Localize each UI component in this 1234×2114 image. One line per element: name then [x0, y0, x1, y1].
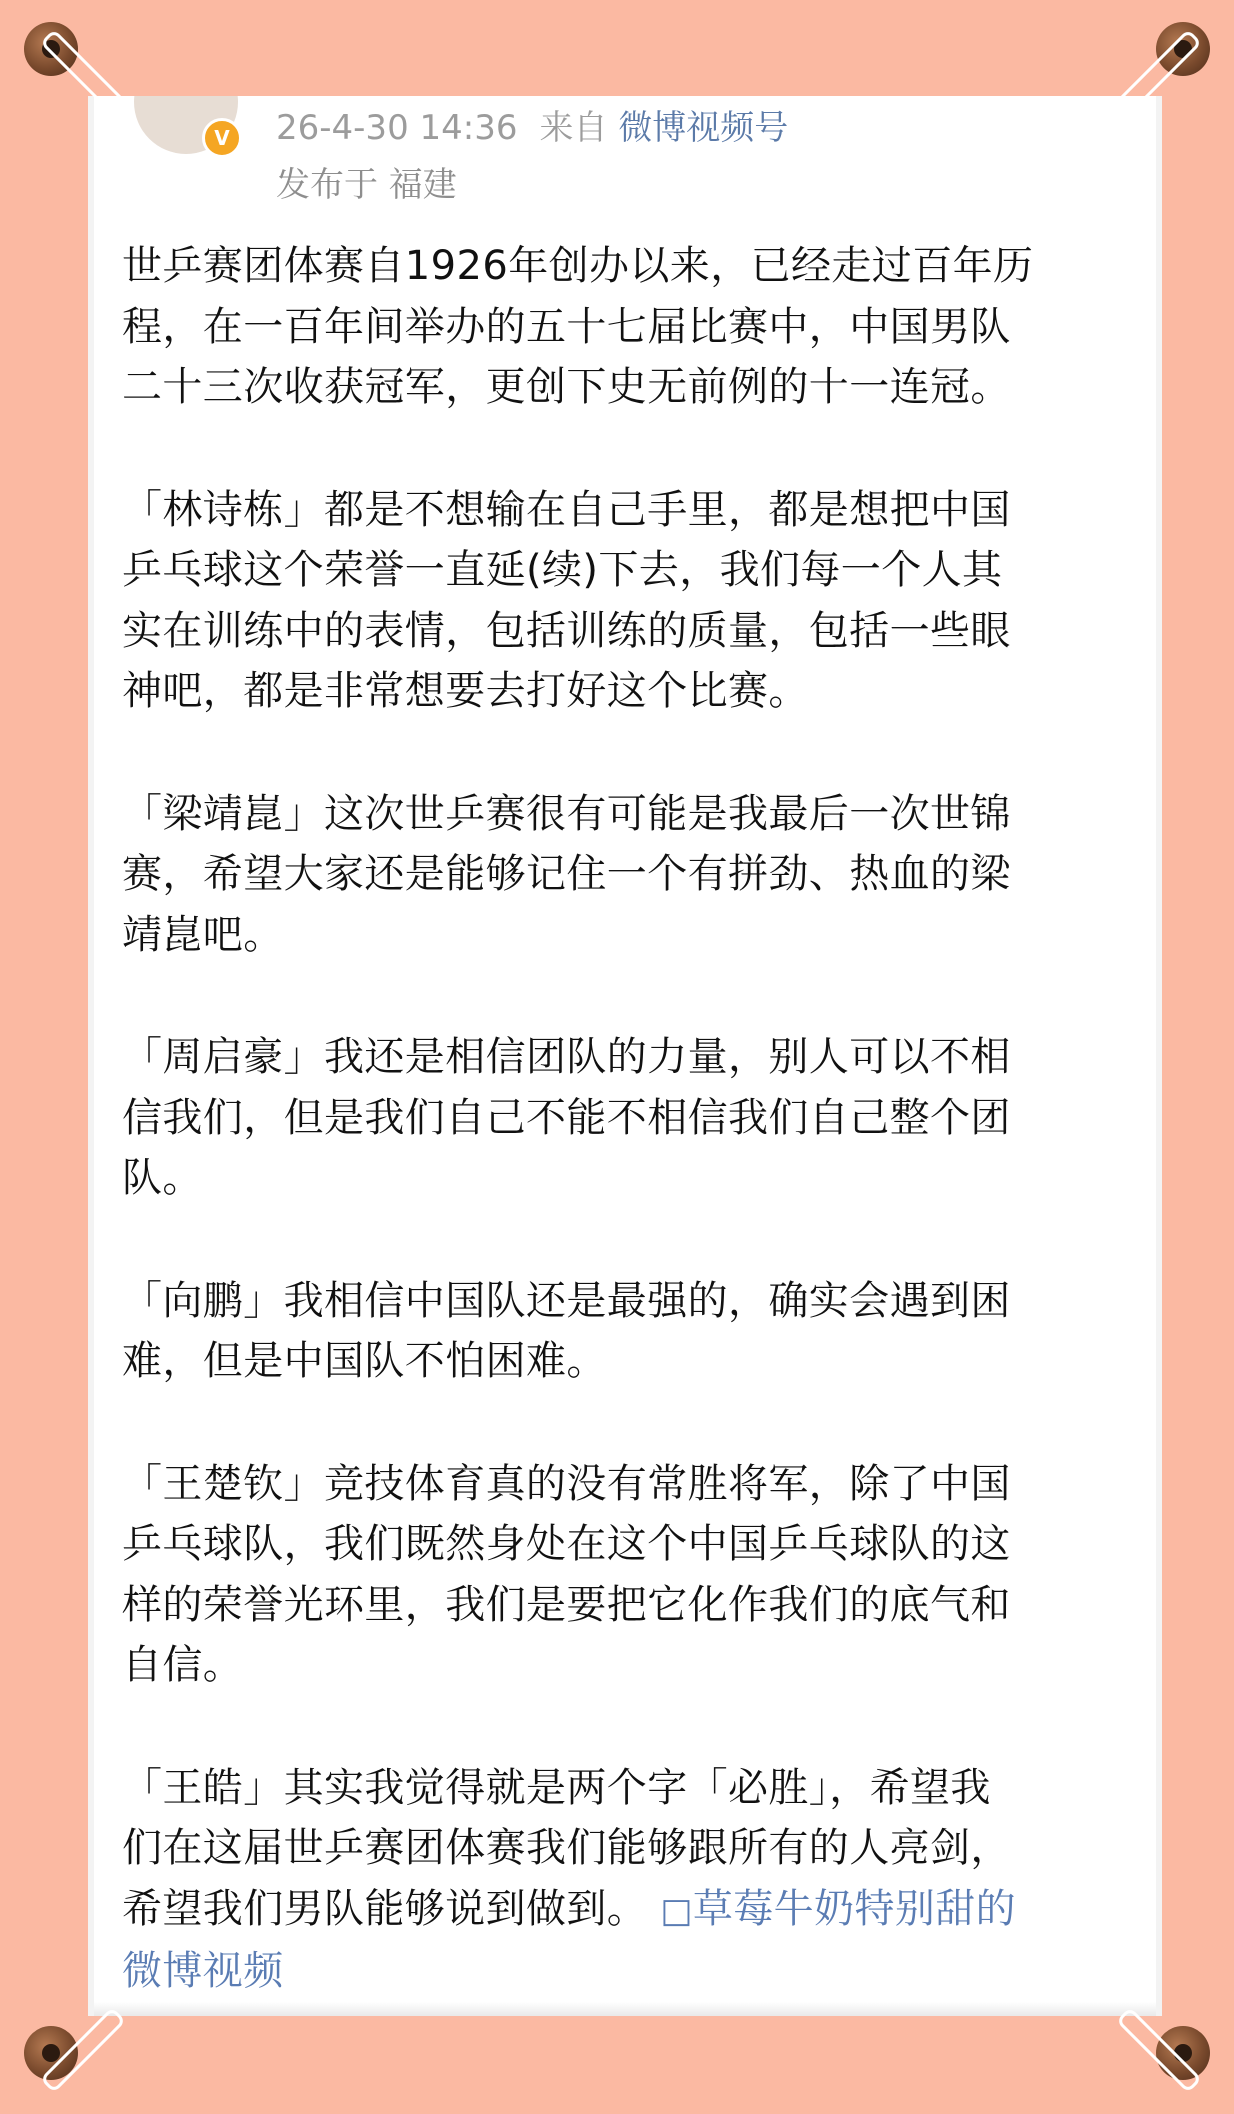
text-line: 实在训练中的表情，包括训练的质量，包括一些眼 [122, 607, 1011, 654]
video-link[interactable] [660, 1886, 1016, 1932]
post-source-link[interactable]: 微博视频号 [618, 108, 789, 148]
text-line: 乒乓球队，我们既然身处在这个中国乒乓球队的这 [122, 1521, 1011, 1567]
post-time: 26-4-30 14:36 [276, 108, 518, 148]
video-icon: □ [660, 1890, 693, 1931]
post-source-prefix: 来自 [539, 108, 608, 148]
text-line: 二十三次收获冠军，更创下史无前例的十一连冠。 [122, 364, 1011, 410]
text-line: 「王楚钦」竞技体育真的没有常胜将军，除了中国 [122, 1460, 1011, 1507]
text-line: 们在这届世乒赛团体赛我们能够跟所有的人亮剑， [122, 1825, 1011, 1871]
text-line: 赛，希望大家还是能够记住一个有拼劲、热血的梁 [122, 851, 1011, 897]
post-location: 发布于 福建 [276, 165, 457, 205]
text-line: 难，但是中国队不怕困难。 [122, 1338, 607, 1384]
paragraph-6 [122, 1454, 1122, 1696]
tail-text: 希望我们男队能够说到做到。 [122, 1885, 648, 1932]
text-line: 信我们，但是我们自己不能不相信我们自己整个团 [122, 1094, 1011, 1141]
text-line: 世乒赛团体赛自1926年创办以来，已经走过百年历 [122, 243, 1034, 289]
text-line: 「梁靖崑」这次世乒赛很有可能是我最后一次世锦 [122, 790, 1011, 837]
video-link-label: 草莓牛奶特别甜的 [692, 1885, 1017, 1932]
post-content [122, 236, 1122, 2016]
paragraph-2 [122, 480, 1122, 722]
paragraph-4 [122, 1027, 1122, 1209]
text-line: 样的荣誉光环里，我们是要把它化作我们的底气和 [122, 1581, 1011, 1628]
paragraph-5 [122, 1271, 1122, 1392]
post-meta [276, 108, 788, 148]
text-line: 乒乓球这个荣誉一直延(续)下去，我们每一个人其 [122, 547, 1003, 593]
post-header [94, 96, 1156, 216]
text-line: 程，在一百年间举办的五十七届比赛中，中国男队 [122, 303, 1011, 350]
verified-badge-icon: V [202, 118, 242, 158]
text-line: 自信。 [122, 1642, 244, 1688]
text-line: 神吧，都是非常想要去打好这个比赛。 [122, 668, 809, 714]
video-link-line2[interactable]: 微博视频 [122, 1948, 284, 1994]
text-line: 「王皓」其实我觉得就是两个字「必胜」，希望我 [122, 1764, 991, 1811]
text-line: 「林诗栋」都是不想输在自己手里，都是想把中国 [122, 486, 1011, 533]
text-line: 「周启豪」我还是相信团队的力量，别人可以不相 [122, 1034, 1011, 1080]
post-card [88, 96, 1162, 2016]
paragraph-1 [122, 236, 1122, 418]
text-line: 「向鹏」我相信中国队还是最强的，确实会遇到困 [122, 1277, 1011, 1324]
text-line: 队。 [122, 1155, 203, 1201]
paragraph-3 [122, 784, 1122, 966]
text-line: 靖崑吧。 [122, 911, 284, 958]
paragraph-7 [122, 1758, 1122, 2002]
text-line [122, 1879, 1122, 1942]
